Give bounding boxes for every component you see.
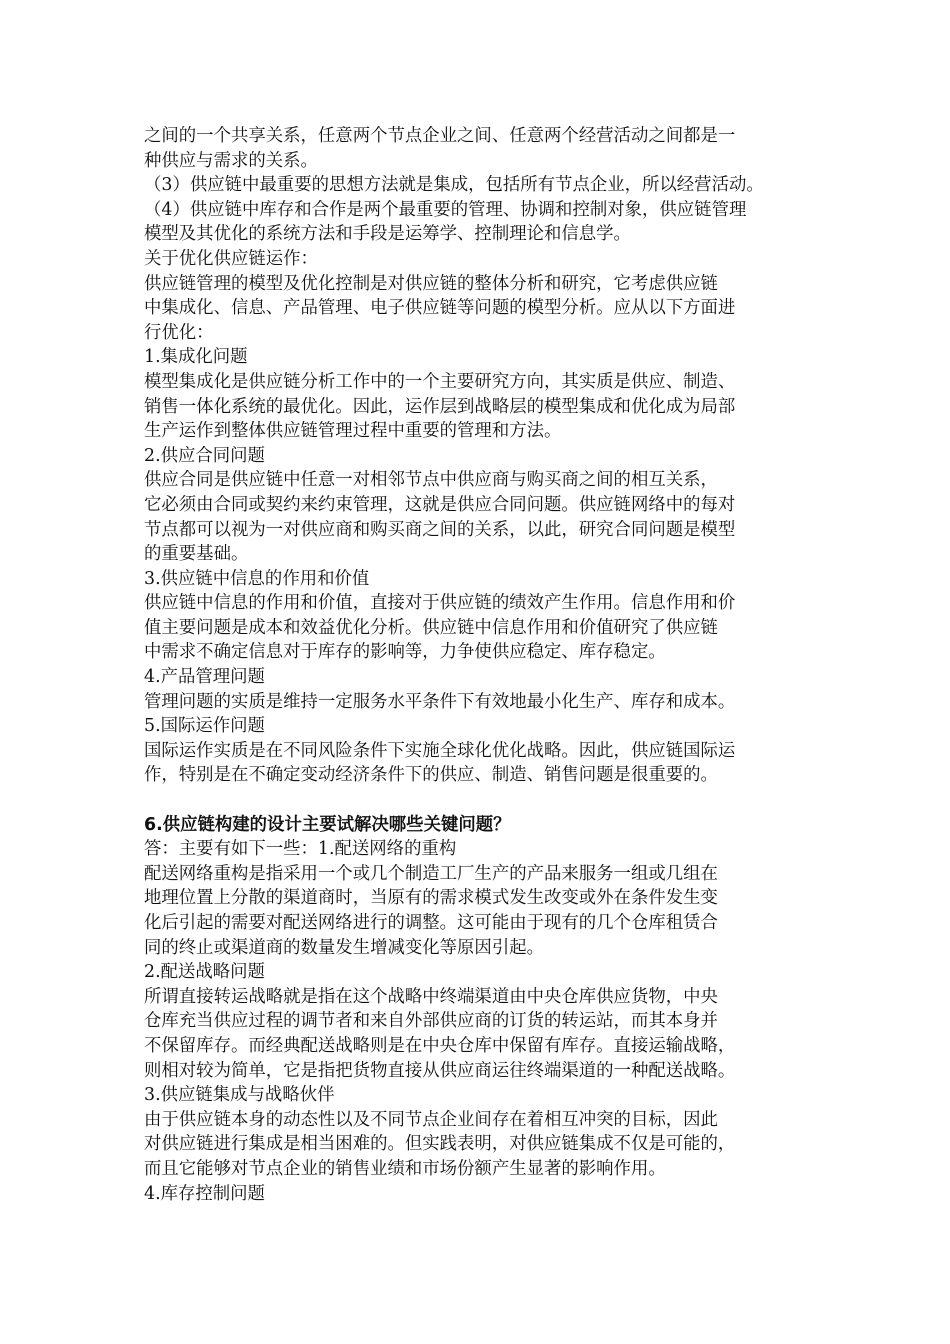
- text-line: 地理位置上分散的渠道商时，当原有的需求模式发生改变或外在条件发生变: [144, 888, 718, 909]
- text-line: 模型及其优化的系统方法和手段是运筹学、控制理论和信息学。: [144, 224, 631, 245]
- text-block-part2: [144, 837, 812, 1206]
- text-line: 节点都可以视为一对供应商和购买商之间的关系，以此，研究合同问题是模型: [144, 519, 736, 540]
- text-line: 配送网络重构是指采用一个或几个制造工厂生产的产品来服务一组或几组在: [144, 863, 718, 884]
- text-line: 化后引起的需要对配送网络进行的调整。这可能由于现有的几个仓库租赁合: [144, 913, 718, 933]
- text-line: 供应链管理的模型及优化控制是对供应链的整体分析和研究，它考虑供应链: [144, 273, 718, 294]
- text-line: 它必须由合同或契约来约束管理，这就是供应合同问题。供应链网络中的每对: [144, 494, 736, 515]
- text-line: 3.供应链集成与战略伙伴: [144, 1085, 335, 1106]
- text-line: 由于供应链本身的动态性以及不同节点企业间存在着相互冲突的目标，因此: [144, 1109, 718, 1130]
- text-line: 对供应链进行集成是相当困难的。但实践表明，对供应链集成不仅是可能的，: [144, 1134, 736, 1155]
- text-line: 5.国际运作问题: [144, 716, 265, 737]
- text-line: 所谓直接转运战略就是指在这个战略中终端渠道由中央仓库供应货物，中央: [144, 986, 718, 1007]
- blank-line: [144, 788, 812, 813]
- text-line: 3.供应链中信息的作用和价值: [144, 568, 370, 589]
- text-line: 模型集成化是供应链分析工作中的一个主要研究方向，其实质是供应、制造、: [144, 371, 736, 392]
- text-line: 不保留库存。而经典配送战略则是在中央仓库中保留有库存。直接运输战略，: [144, 1035, 736, 1056]
- text-line: 关于优化供应链运作：: [144, 248, 318, 269]
- text-line: 国际运作实质是在不同风险条件下实施全球化优化战略。因此，供应链国际运: [144, 740, 736, 761]
- text-line: 中集成化、信息、产品管理、电子供应链等问题的模型分析。应从以下方面进: [144, 298, 736, 319]
- text-line: 销售一体化系统的最优化。因此，运作层到战略层的模型集成和优化成为局部: [144, 396, 736, 417]
- text-line: 2.配送战略问题: [144, 962, 265, 983]
- text-block-part1: [144, 124, 812, 788]
- text-line: 生产运作到整体供应链管理过程中重要的管理和方法。: [144, 421, 562, 442]
- text-line: 则相对较为简单，它是指把货物直接从供应商运往终端渠道的一种配送战略。: [144, 1060, 736, 1081]
- text-line: 4.库存控制问题: [144, 1183, 265, 1204]
- text-line: 2.供应合同问题: [144, 445, 265, 466]
- text-line: 作，特别是在不确定变动经济条件下的供应、制造、销售问题是很重要的。: [144, 765, 718, 786]
- text-line: 中需求不确定信息对于库存的影响等，力争使供应稳定、库存稳定。: [144, 642, 666, 663]
- text-line: 行优化：: [144, 322, 214, 343]
- text-line: 的重要基础。: [144, 544, 249, 565]
- text-line: 管理问题的实质是维持一定服务水平条件下有效地最小化生产、库存和成本。: [144, 691, 736, 712]
- text-line: 4.产品管理问题: [144, 667, 265, 688]
- text-line: 而且它能够对节点企业的销售业绩和市场份额产生显著的影响作用。: [144, 1158, 666, 1179]
- text-line: 之间的一个共享关系，任意两个节点企业之间、任意两个经营活动之间都是一: [144, 126, 736, 146]
- text-line: 值主要问题是成本和效益优化分析。供应链中信息作用和价值研究了供应链: [144, 617, 718, 638]
- text-line: 供应合同是供应链中任意一对相邻节点中供应商与购买商之间的相互关系，: [144, 470, 718, 491]
- text-line: 1.集成化问题: [144, 347, 248, 368]
- text-line: 同的终止或渠道商的数量发生增减变化等原因引起。: [144, 937, 544, 958]
- text-line: 供应链中信息的作用和价值，直接对于供应链的绩效产生作用。信息作用和价: [144, 593, 736, 614]
- text-line: （4）供应链中库存和合作是两个最重要的管理、协调和控制对象，供应链管理: [144, 199, 747, 220]
- text-line: 仓库充当供应过程的调节者和来自外部供应商的订货的转运站，而其本身并: [144, 1011, 718, 1032]
- text-line: （3）供应链中最重要的思想方法就是集成，包括所有节点企业，所以经营活动。: [144, 175, 764, 196]
- text-line: 答：主要有如下一些：1.配送网络的重构: [144, 839, 457, 860]
- document-body: [144, 124, 812, 1206]
- section-heading: 6.供应链构建的设计主要试解决哪些关键问题？: [144, 814, 511, 835]
- text-line: 种供应与需求的关系。: [144, 150, 318, 171]
